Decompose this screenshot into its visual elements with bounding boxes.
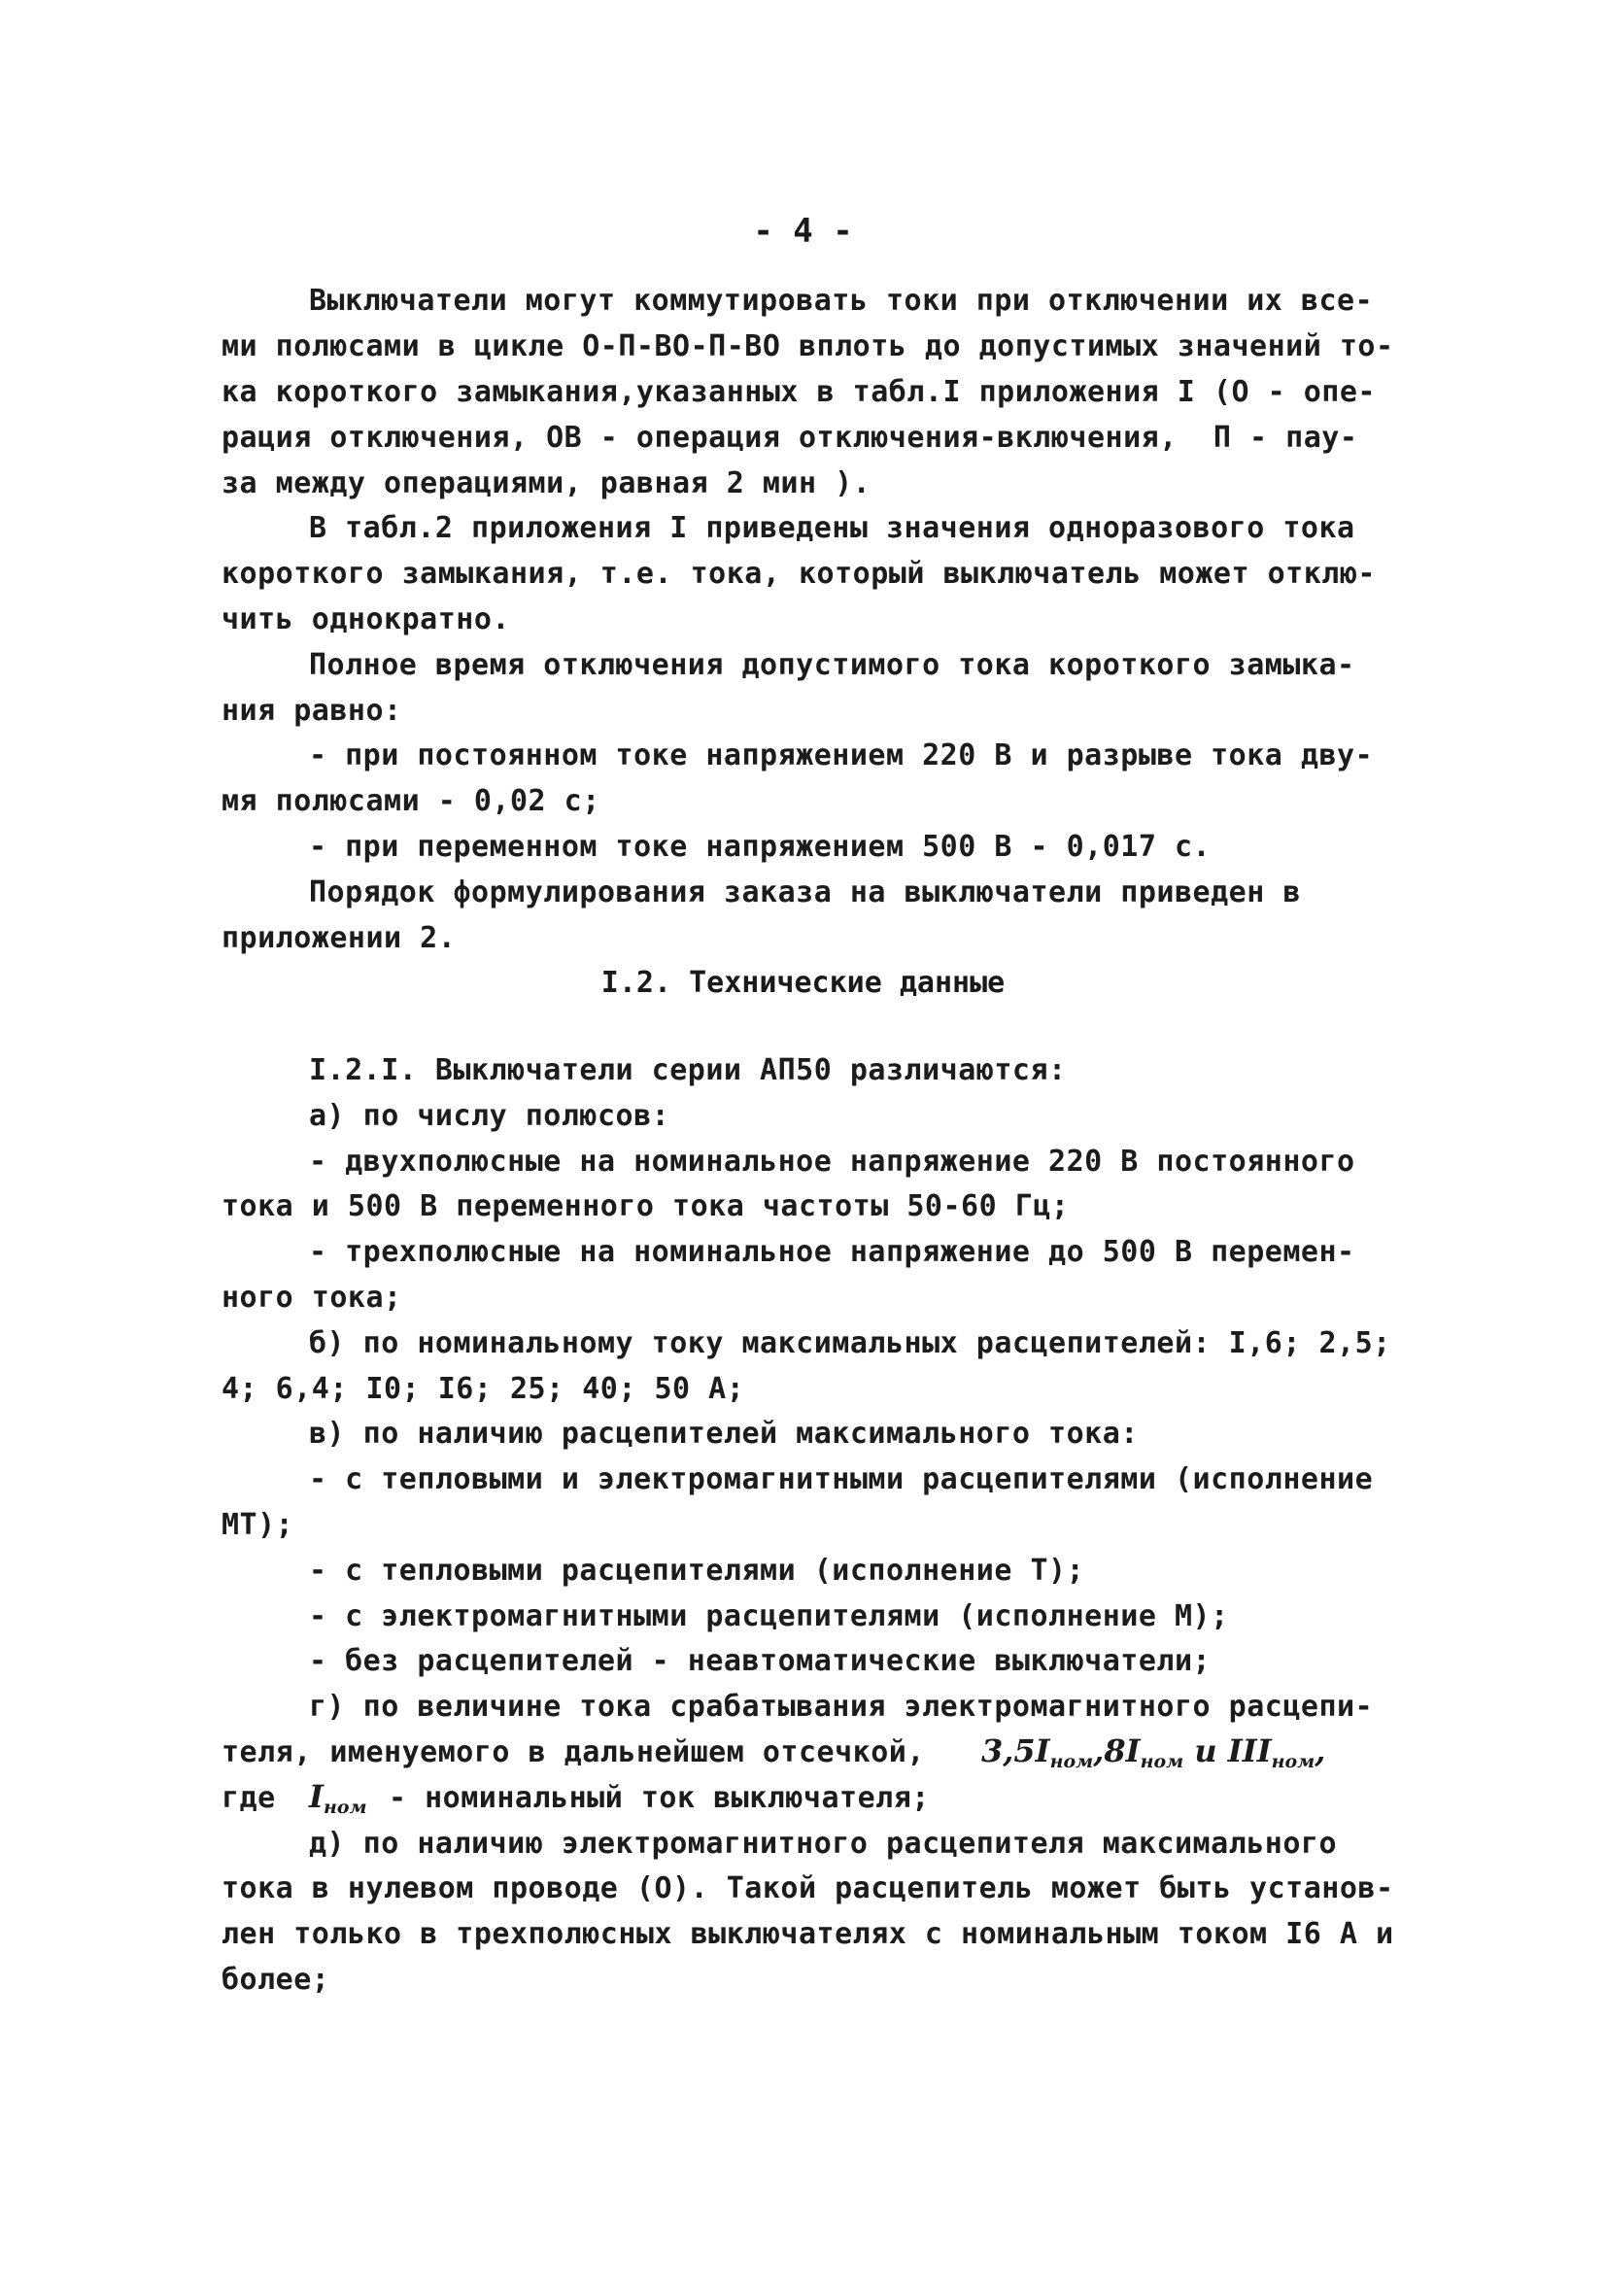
text-line: г) по величине тока срабатывания электромагнитного расцепи- [309, 1690, 1374, 1724]
text-line: а) по числу полюсов: [309, 1099, 670, 1133]
text-line: - при постоянном токе напряжением 220 В и разрыве тока дву- [309, 738, 1374, 772]
text-line: ка короткого замыкания,указанных в табл.I приложения I (О - опе- [222, 375, 1376, 409]
text-line: МТ); [222, 1508, 294, 1542]
text-line: теля, именуемого в дальнейшем отсечкой, [222, 1735, 925, 1769]
page-number: - 4 - [753, 212, 853, 251]
text-line: - номинальный ток выключателя; [389, 1781, 930, 1815]
text-line: рация отключения, ОВ - операция отключения-включения, П - пау- [222, 421, 1358, 455]
text-line: ного тока; [222, 1281, 402, 1315]
text-line: где [222, 1781, 276, 1815]
text-line: б) по номинальному току максимальных расцепителей: I,6; 2,5; [309, 1326, 1391, 1360]
text-line: - с тепловыми расцепителями (исполнение Т); [309, 1554, 1085, 1588]
text-line: тока в нулевом проводе (О). Такой расцепитель может быть установ- [222, 1871, 1394, 1905]
text-line: - двухполюсные на номинальное напряжение 220 В постоянного [309, 1145, 1355, 1179]
text-line: приложении 2. [222, 921, 457, 955]
text-line: тока и 500 В переменного тока частоты 50-60 Гц; [222, 1189, 1070, 1223]
text-line: ния равно: [222, 694, 402, 728]
text-line: Полное время отключения допустимого тока короткого замыка- [309, 648, 1355, 682]
text-line: - с электромагнитными расцепителями (исполнение М); [309, 1599, 1229, 1633]
nominal-current-symbol: $I_{ном}$ [309, 1778, 367, 1818]
cutoff-current-formula: $3,5I_{ном},8I_{ном}$ и $III_{ном}$, [981, 1732, 1326, 1772]
text-line: - с тепловыми и электромагнитными расцепителями (исполнение [309, 1462, 1374, 1496]
text-line: Порядок формулирования заказа на выключатели приведен в [309, 875, 1301, 909]
text-line: 4; 6,4; I0; I6; 25; 40; 50 А; [222, 1372, 745, 1406]
text-line: В табл.2 приложения I приведены значения одноразового тока [309, 511, 1355, 545]
text-line: за между операциями, равная 2 мин ). [222, 466, 871, 500]
text-line: лен только в трехполюсных выключателях с номинальным током I6 А и [222, 1917, 1394, 1951]
text-line: в) по наличию расцепителей максимального тока: [309, 1417, 1139, 1451]
text-line: ми полюсами в цикле О-П-ВО-П-ВО вплоть до допустимых значений то- [222, 329, 1394, 363]
text-line: - без расцепителей - неавтоматические выключатели; [309, 1644, 1212, 1678]
text-line: I.2.I. Выключатели серии АП50 различаются: [309, 1053, 1067, 1087]
text-line: д) по наличию электромагнитного расцепителя максимального [309, 1827, 1338, 1861]
text-line: мя полюсами - 0,02 с; [222, 784, 600, 818]
section-heading: I.2. Технические данные [600, 966, 1006, 1000]
text-line: - при переменном токе напряжением 500 В - 0,017 с. [309, 830, 1212, 864]
text-line: - трехполюсные на номинальное напряжение до 500 В перемен- [309, 1235, 1355, 1269]
text-line: короткого замыкания, т.е. тока, который выключатель может отклю- [222, 557, 1376, 591]
text-line: более; [222, 1963, 330, 1997]
text-line: Выключатели могут коммутировать токи при отключении их все- [309, 284, 1374, 318]
text-line: чить однократно. [222, 602, 510, 636]
